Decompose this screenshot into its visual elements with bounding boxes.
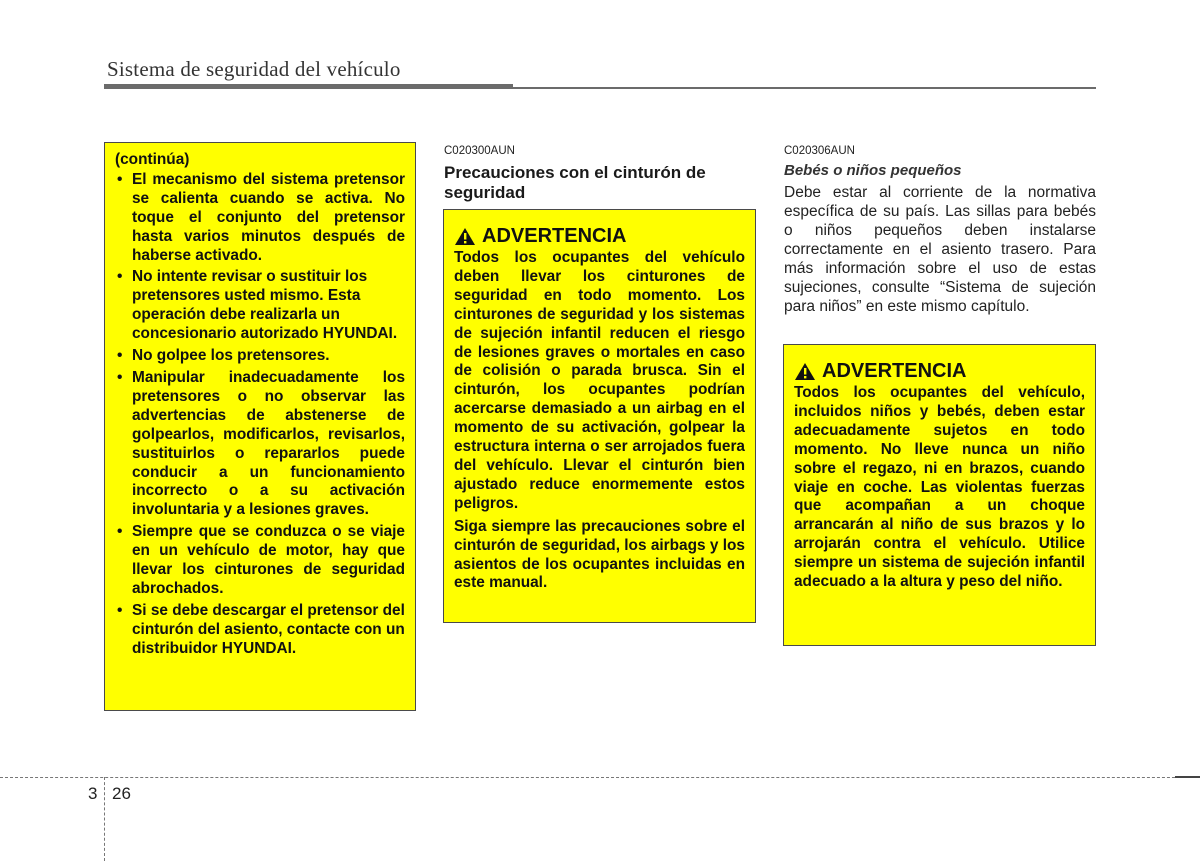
list-item: • El mecanismo del sistema pretensor se calienta cuando se activa. No toque el conjunto del pretensor hasta varios minutos después de haberse activado. (115, 171, 405, 266)
list-item: • Manipular inadecuadamente los pretensores o no observar las advertencias de abstenerse de golpearlos, modificarlos, revisarlos, sustituirlos o repararlos puede conducir a un funcionamiento incorrecto o a su activación involuntaria y a lesiones graves. (115, 369, 405, 520)
header-rule-thick (104, 84, 513, 89)
list-item: • No golpee los pretensores. (115, 347, 405, 366)
section-subheading: Bebés o niños pequeños (784, 162, 962, 179)
warning-paragraph: Todos los ocupantes del vehículo, incluidos niños y bebés, deben estar adecuadamente sujetos en todo momento. No lleve nunca un niño sobre el regazo, ni en brazos, cuando viaje en coche. Las violentas fuerzas que acompañan a un choque arrancarán al niño de sus brazos y lo arrojarán contra el vehículo. Utilice siempre un sistema de sujeción infantil adecuado a la altura y peso del niño. (794, 384, 1085, 591)
list-item: • Siempre que se conduzca o se viaje en un vehículo de motor, hay que llevar los cinturones de seguridad abrochados. (115, 523, 405, 599)
warning-header (454, 224, 745, 248)
section-code: C020300AUN (444, 145, 515, 157)
continued-label: (continúa) (115, 151, 190, 168)
section-heading: Precauciones con el cinturón de seguridad (444, 163, 706, 202)
section-body: Debe estar al corriente de la normativa específica de su país. Las sillas para bebés o niños pequeños deben instalarse correctamente en el asiento trasero. Para más información sobre el uso de estas sujeciones, consulte “Sistema de sujeción para niños” en este mismo capítulo. (784, 184, 1096, 315)
warning-header (794, 359, 1085, 383)
pretensioner-warning-list (115, 171, 405, 659)
warning-title: ADVERTENCIA (482, 225, 627, 247)
footer-divider (0, 777, 1200, 778)
warning-paragraph: Todos los ocupantes del vehículo deben llevar los cinturones de seguridad en todo momento. Los cinturones de seguridad y los sistemas de sujeción infantil reducen el riesgo de lesiones graves o mortales en caso de colisión o parada brusca. Sin el cinturón, los ocupantes podrían acercarse demasiado a un airbag en el momento de su activación, golpear la estructura interna o ser arrojados fuera del vehículo. Llevar el cinturón bien ajustado reduce enormemente estos peligros. (454, 249, 745, 512)
warning-paragraph: Siga siempre las precauciones sobre el cinturón de seguridad, los airbags y los asientos de los ocupantes incluidas en este manual. (454, 517, 745, 592)
seatbelt-warning-box (443, 209, 756, 623)
warning-triangle-icon (794, 362, 816, 381)
header-rule-thin (513, 87, 1096, 89)
pretensioner-warning-box (104, 142, 416, 711)
chapter-number: 3 (88, 784, 98, 803)
list-item: • No intente revisar o sustituir los pretensores usted mismo. Esta operación debe realizarla un concesionario autorizado HYUNDAI. (115, 268, 405, 344)
page-header-title: Sistema de seguridad del vehículo (107, 57, 401, 81)
page-number: 26 (112, 784, 131, 803)
list-item: • Si se debe descargar el pretensor del cinturón del asiento, contacte con un distribuidor HYUNDAI. (115, 602, 405, 659)
section-code: C020306AUN (784, 145, 855, 157)
footer-margin-line (104, 777, 105, 861)
warning-title: ADVERTENCIA (822, 360, 967, 382)
child-warning-box (783, 344, 1096, 646)
warning-triangle-icon (454, 227, 476, 246)
footer-tick (1175, 776, 1200, 778)
